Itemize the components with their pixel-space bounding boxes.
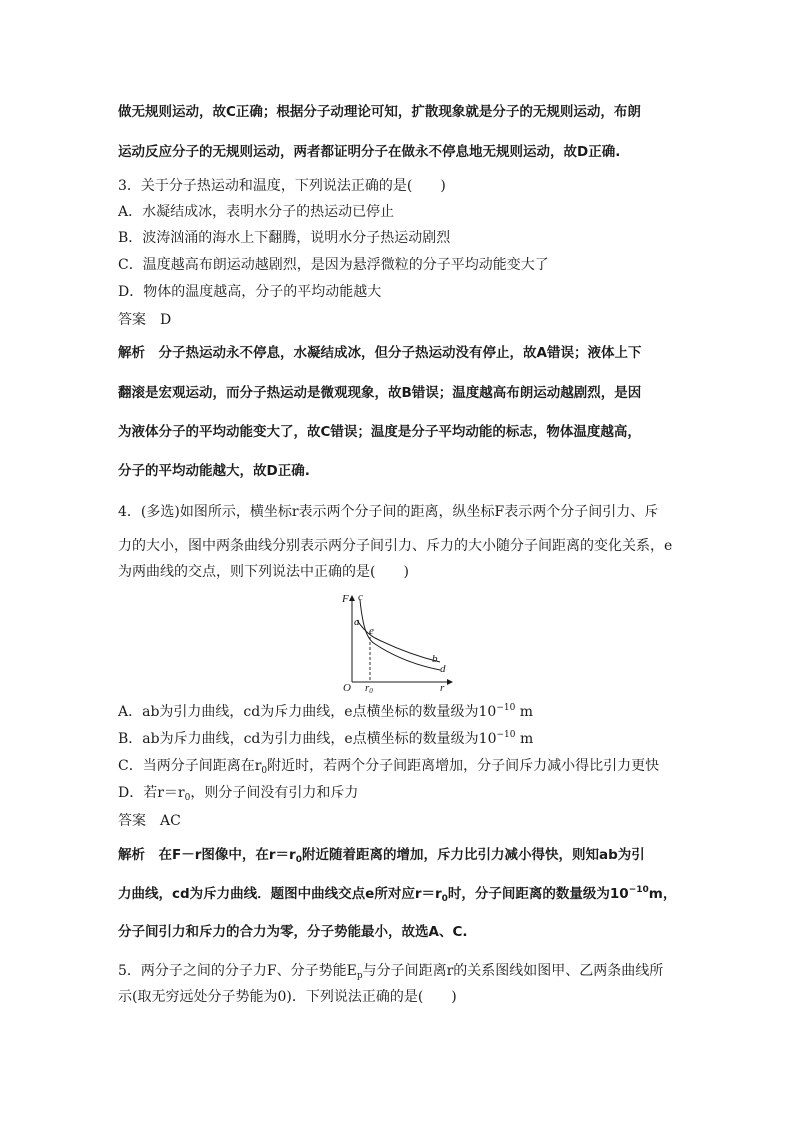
r0-label: r0 [365, 682, 373, 695]
option-c: C．温度越高布朗运动越剧烈，是因为悬浮微粒的分子平均动能变大了 [118, 257, 549, 273]
explanation-line: 做无规则运动，故C正确；根据分子动理论可知，扩散现象就是分子的无规则运动，布朗 [118, 104, 641, 120]
axis-x-label: r [440, 682, 445, 694]
force-distance-graph [330, 590, 460, 695]
answer-3: 答案 D [118, 312, 172, 328]
curve-label-b: b [432, 653, 438, 665]
explanation-3-line: 翻滚是宏观运动，而分子热运动是微观现象，故B错误；温度越高布朗运动越剧烈，是因 [118, 385, 642, 401]
curve-label-e: e [369, 625, 374, 637]
explanation-4-line: 力曲线，cd为斥力曲线．题图中曲线交点e所对应$r=r_0$时，分子间距离的数量级为$10^{-10}m$， [118, 885, 677, 904]
option-c: C．当两分子间距离在$r_0$附近时，若两个分子间距离增加，分子间斥力减小得比引力更快 [118, 758, 660, 776]
option-a: A．水凝结成冰，表明水分子的热运动已停止 [118, 204, 395, 220]
explanation-3-line: 为液体分子的平均动能变大了，故C错误；温度是分子平均动能的标志，物体温度越高， [118, 424, 641, 440]
question-4-line: 4．(多选)如图所示，横坐标r表示两个分子间的距离，纵坐标F表示两个分子间引力、斥 [118, 504, 659, 520]
question-4-line: 力的大小，图中两条曲线分别表示两分子间引力、斥力的大小随分子间距离的变化关系，e [118, 538, 673, 554]
explanation-4-line: 分子间引力和斥力的合力为零，分子势能最小，故选A、C. [118, 924, 468, 940]
explanation-3-line: 解析 分子热运动永不停息，水凝结成冰，但分子热运动没有停止，故A错误；液体上下 [118, 345, 642, 361]
question-5-line: 示(取无穷远处分子势能为0)．下列说法正确的是( ) [118, 989, 457, 1005]
option-a: A．ab为引力曲线，cd为斥力曲线，e点横坐标的数量级为$10^{-10}$ m [118, 703, 534, 720]
explanation-3-line: 分子的平均动能越大，故D正确. [118, 463, 310, 479]
explanation-line: 运动反应分子的无规则运动，两者都证明分子在做永不停息地无规则运动，故D正确. [118, 144, 621, 160]
question-5-line: 5．两分子之间的分子力F、分子势能$E_p$与分子间距离r的关系图线如图甲、乙两条曲线所 [118, 963, 664, 981]
option-d: D．物体的温度越高，分子的平均动能越大 [118, 284, 382, 300]
explanation-4-line: 解析 在F－r图像中，在$r=r_0$附近随着距离的增加，斥力比引力减小得快，则知ab为引 [118, 847, 645, 865]
curve-label-c: c [358, 591, 363, 603]
curve-label-d: d [440, 663, 446, 675]
question-4-line: 为两曲线的交点，则下列说法中正确的是( ) [118, 564, 409, 580]
axis-y-label: F [342, 593, 349, 605]
answer-4: 答案 AC [118, 813, 181, 829]
option-b: B．ab为斥力曲线，cd为引力曲线，e点横坐标的数量级为$10^{-10}$ m [118, 730, 534, 747]
origin-label: O [343, 682, 351, 694]
option-b: B．波涛汹涌的海水上下翻腾，说明水分子热运动剧烈 [118, 230, 451, 246]
question-3: 3．关于分子热运动和温度，下列说法正确的是( ) [118, 178, 446, 194]
curve-label-a: a [354, 616, 360, 628]
option-d: D．若$r=r_0$，则分子间没有引力和斥力 [118, 785, 359, 803]
